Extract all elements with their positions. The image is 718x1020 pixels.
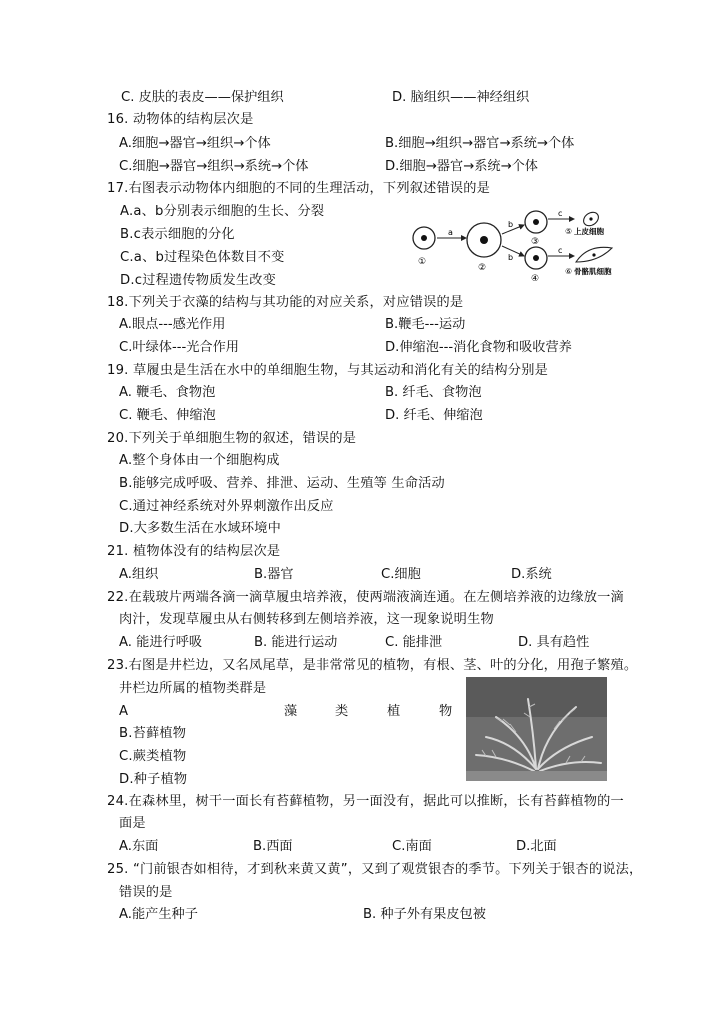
q22-option-a: A. 能进行呼吸: [119, 635, 203, 650]
q24-option-a: A.东面: [119, 839, 159, 854]
q22-option-c: C. 能排泄: [385, 635, 443, 650]
label-b2: b: [508, 253, 514, 262]
q17-option-a: A.a、b分别表示细胞的生长、分裂: [120, 204, 325, 219]
q23-option-a-letter: A: [119, 704, 129, 719]
q15-option-d: D. 脑组织——神经组织: [392, 90, 530, 105]
q18-stem: 18.下列关于衣藻的结构与其功能的对应关系，对应错误的是: [107, 295, 464, 310]
q25-stem-line2: 错误的是: [119, 885, 173, 900]
q23-stem-line1: 23.右图是井栏边，又名凤尾草，是非常常见的植物，有根、茎、叶的分化，用孢子繁殖。: [107, 658, 638, 673]
label-b1: b: [508, 220, 514, 229]
label-c1: c: [558, 209, 563, 218]
q24-option-c: C.南面: [392, 839, 432, 854]
label-n1: ①: [418, 257, 427, 267]
muscle-cell-nucleus: [592, 253, 595, 256]
q17-option-b: B.c表示细胞的分化: [120, 227, 235, 242]
q18-option-b: B.鞭毛---运动: [385, 317, 466, 332]
q21-option-b: B.器官: [254, 567, 294, 582]
q23-stem-line2: 井栏边所属的植物类群是: [119, 681, 267, 696]
q25-stem-line1: 25. “门前银杏如相待，才到秋来黄又黄”，又到了观赏银杏的季节。下列关于银杏的说法，: [107, 862, 643, 877]
q24-option-b: B.西面: [253, 839, 293, 854]
q20-option-a: A.整个身体由一个细胞构成: [119, 453, 280, 468]
q19-option-b: B. 纤毛、食物泡: [385, 385, 482, 400]
photo-ground: [466, 771, 607, 781]
label-muscle: 骨骼肌细胞: [574, 267, 612, 276]
q23-option-d: D.种子植物: [119, 772, 188, 787]
q15-option-c: C. 皮肤的表皮——保护组织: [121, 90, 284, 105]
q16-option-d: D.细胞→器官→系统→个体: [385, 159, 538, 174]
cell-activity-diagram: [408, 206, 628, 282]
q19-stem: 19. 草履虫是生活在水中的单细胞生物，与其运动和消化有关的结构分别是: [107, 363, 548, 378]
cell-4-nucleus: [533, 255, 539, 261]
q16-stem: 16. 动物体的结构层次是: [107, 112, 254, 127]
q22-stem-line1: 22.在载玻片两端各滴一滴草履虫培养液，使两端液滴连通。在左侧培养液的边缘放一滴: [107, 590, 624, 605]
q21-option-a: A.组织: [119, 567, 159, 582]
label-n5: ⑤: [565, 227, 573, 236]
q16-option-a: A.细胞→器官→组织→个体: [119, 136, 271, 151]
q20-stem: 20.下列关于单细胞生物的叙述，错误的是: [107, 431, 357, 446]
q17-option-d: D.c过程遗传物质发生改变: [120, 273, 277, 288]
q18-option-c: C.叶绿体---光合作用: [119, 340, 239, 355]
q24-stem-line2: 面是: [119, 816, 146, 831]
epithelial-cell-nucleus: [589, 217, 592, 220]
q16-option-b: B.细胞→组织→器官→系统→个体: [385, 136, 575, 151]
q21-option-c: C.细胞: [381, 567, 421, 582]
q20-option-c: C.通过神经系统对外界刺激作出反应: [119, 499, 334, 514]
q23-option-b: B.苔藓植物: [119, 726, 187, 741]
q23-option-c: C.蕨类植物: [119, 749, 187, 764]
label-n2: ②: [478, 263, 487, 273]
q17-option-c: C.a、b过程染色体数目不变: [120, 250, 285, 265]
q24-option-d: D.北面: [516, 839, 557, 854]
q17-stem: 17.右图表示动物体内细胞的不同的生理活动，下列叙述错误的是: [107, 181, 491, 196]
label-c2: c: [558, 246, 563, 255]
q20-option-d: D.大多数生活在水域环境中: [119, 521, 282, 536]
cell-2-nucleus: [480, 236, 488, 244]
q25-option-b: B. 种子外有果皮包被: [363, 907, 486, 922]
q23-option-a-char: 藻: [284, 704, 298, 719]
q22-stem-line2: 肉汁，发现草履虫从右侧转移到左侧培养液，这一现象说明生物: [119, 612, 494, 627]
q18-option-a: A.眼点---感光作用: [119, 317, 226, 332]
q24-stem-line1: 24.在森林里，树干一面长有苔藓植物，另一面没有，据此可以推断，长有苔藓植物的一: [107, 794, 624, 809]
q19-option-a: A. 鞭毛、食物泡: [119, 385, 216, 400]
q22-option-d: D. 具有趋性: [518, 635, 590, 650]
q21-stem: 21. 植物体没有的结构层次是: [107, 544, 281, 559]
q16-option-c: C.细胞→器官→组织→系统→个体: [119, 159, 309, 174]
q19-option-c: C. 鞭毛、伸缩泡: [119, 408, 216, 423]
label-a: a: [448, 228, 453, 237]
label-n3: ③: [531, 237, 540, 247]
q25-option-a: A.能产生种子: [119, 907, 198, 922]
q18-option-d: D.伸缩泡---消化食物和吸收营养: [385, 340, 572, 355]
photo-shadow: [466, 677, 607, 717]
cell-1-nucleus: [421, 235, 427, 241]
q23-option-a-char: 类: [335, 704, 349, 719]
label-epithelial: 上皮细胞: [574, 227, 604, 236]
label-n4: ④: [531, 274, 540, 282]
q21-option-d: D.系统: [511, 567, 552, 582]
q19-option-d: D. 纤毛、伸缩泡: [385, 408, 483, 423]
fern-photo: [466, 677, 607, 781]
cell-3-nucleus: [533, 219, 539, 225]
q23-option-a-char: 物: [439, 704, 453, 719]
q20-option-b: B.能够完成呼吸、营养、排泄、运动、生殖等 生命活动: [119, 476, 445, 491]
q22-option-b: B. 能进行运动: [254, 635, 338, 650]
q23-option-a-char: 植: [387, 704, 401, 719]
label-n6: ⑥: [565, 267, 573, 276]
